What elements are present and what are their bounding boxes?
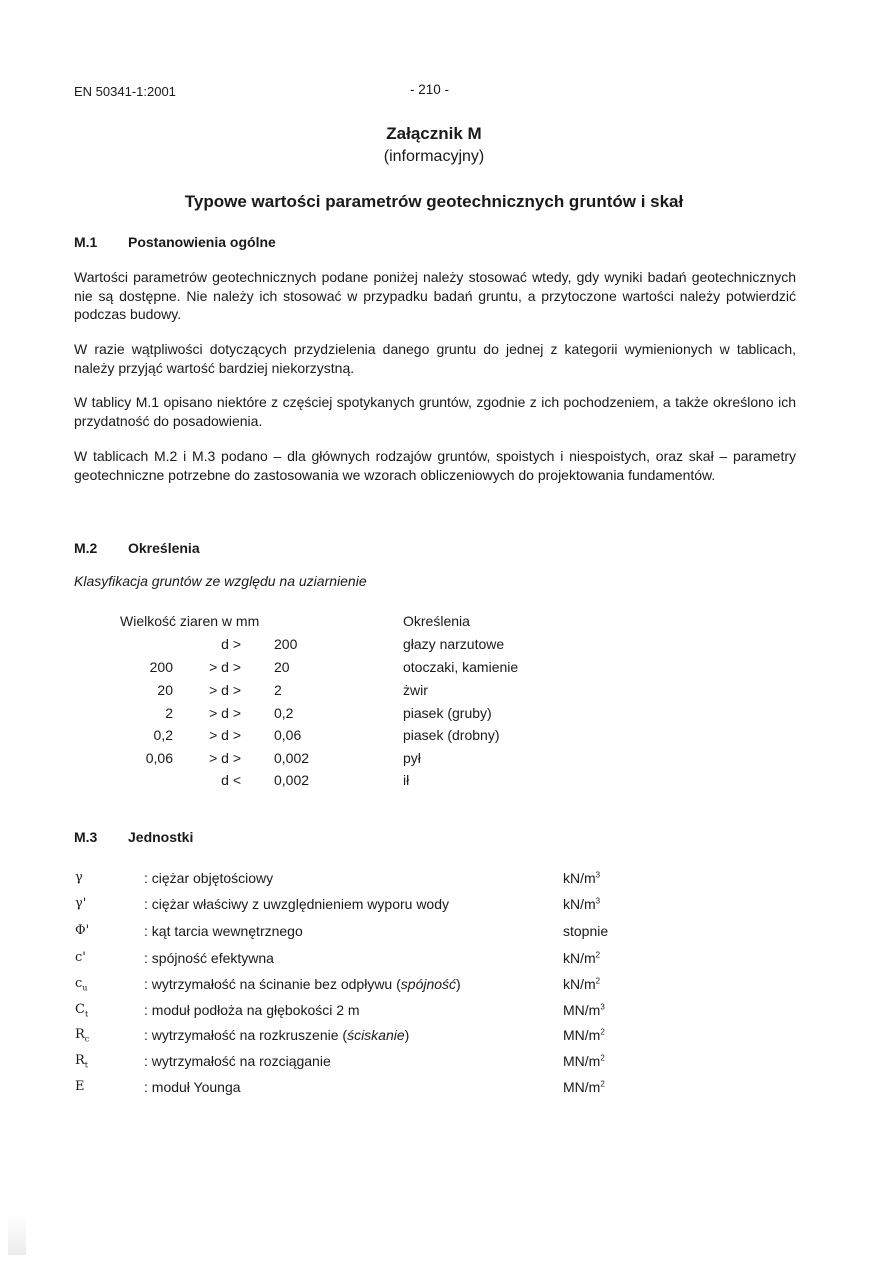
standard-reference: EN 50341-1:2001 — [74, 84, 176, 99]
parameter-description: : ciężar właściwy z uwzględnieniem wyporu wody — [144, 896, 450, 912]
grain-from: 20 — [157, 682, 173, 698]
grain-operator: > d > — [209, 682, 241, 698]
parameter-description: : wytrzymałość na rozciąganie — [144, 1053, 331, 1069]
grain-to: 2 — [274, 682, 282, 698]
page-number: - 210 - — [410, 82, 450, 97]
grain-operator: > d > — [209, 750, 241, 766]
parameter-description: : ciężar objętościowy — [144, 870, 274, 886]
table-row — [0, 750, 893, 772]
parameter-description: : moduł podłoża na głębokości 2 m — [144, 1002, 360, 1018]
paragraph: Wartości parametrów geotechnicznych podane poniżej należy stosować wtedy, gdy wyniki badań geotechnicznych nie są dostępne. Nie należy ich stosować w przypadku badań gruntu, a przytoczone wartości należy potwierdzić podczas budowy. — [74, 269, 796, 322]
paragraph: W razie wątpliwości dotyczących przydzielenia danego gruntu do jednej z kategorii wymienionych w tablicach, należy przyjąć wartość bardziej niekorzystną. — [74, 341, 796, 376]
table-row — [0, 636, 893, 658]
unit-row — [0, 1053, 893, 1077]
grain-to: 0,002 — [274, 750, 310, 766]
grain-operator: d < — [221, 772, 241, 788]
soil-term: otoczaki, kamienie — [403, 659, 519, 675]
table-row — [0, 727, 893, 749]
unit-row — [0, 896, 893, 920]
classification-title: Klasyfikacja gruntów ze względu na uziarnienie — [74, 573, 367, 589]
table-row — [0, 659, 893, 681]
soil-term: piasek (gruby) — [403, 705, 492, 721]
parameter-unit: $MN/m^2$ — [563, 1027, 605, 1043]
paragraph: W tablicach M.2 i M.3 podano – dla głównych rodzajów gruntów, spoistych i niespoistych, oraz skał – parametry geotechniczne potrzebne do zastosowania we wzorach obliczeniowych do projektowania fundamentów. — [74, 448, 796, 483]
unit-row — [0, 1027, 893, 1051]
parameter-unit: $kN/m^2$ — [563, 950, 601, 966]
parameter-symbol: γ — [75, 870, 83, 885]
grain-from: 0,2 — [153, 727, 173, 743]
grain-to: 0,2 — [274, 705, 294, 721]
table-row — [0, 772, 893, 794]
parameter-unit: $MN/m^3$ — [563, 1002, 605, 1018]
grain-operator: > d > — [209, 727, 241, 743]
soil-term: ił — [403, 772, 410, 788]
paragraph: W tablicy M.1 opisano niektóre z częściej spotykanych gruntów, zgodnie z ich pochodzeniem, a także określono ich przydatność do posadowienia. — [74, 394, 796, 429]
grain-from: 0,06 — [145, 750, 173, 766]
parameter-symbol: γ' — [75, 896, 87, 911]
unit-row — [0, 1002, 893, 1026]
unit-row — [0, 976, 893, 1000]
unit-row — [0, 1079, 893, 1103]
section-m3-heading — [74, 829, 193, 845]
main-title: Typowe wartości parametrów geotechnicznych gruntów i skał — [184, 192, 684, 211]
parameter-unit: $kN/m^2$ — [563, 976, 601, 992]
parameter-unit: stopnie — [563, 923, 609, 939]
annex-title: Załącznik M — [386, 124, 482, 143]
grain-operator: > d > — [209, 659, 241, 675]
parameter-symbol: $R_c$ — [75, 1027, 90, 1044]
parameter-symbol: E — [75, 1079, 85, 1094]
section-m2-heading — [74, 540, 200, 556]
parameter-description: : moduł Younga — [144, 1079, 241, 1095]
grain-from: 2 — [165, 705, 173, 721]
section-m1-heading — [74, 234, 276, 250]
table-row — [0, 682, 893, 704]
annex-subtitle: (informacyjny) — [383, 148, 485, 165]
parameter-symbol: $R_t$ — [75, 1053, 89, 1070]
parameter-unit: $kN/m^3$ — [563, 870, 601, 886]
grain-operator: d > — [221, 636, 241, 652]
section-number: M.3 — [74, 829, 98, 845]
unit-row — [0, 950, 893, 974]
section-title: Postanowienia ogólne — [128, 234, 276, 250]
parameter-symbol: $C_t$ — [75, 1002, 89, 1019]
term-column-header: Określenia — [403, 613, 470, 629]
parameter-symbol: $c_u$ — [75, 976, 88, 993]
unit-row — [0, 923, 893, 947]
soil-term: żwir — [403, 682, 428, 698]
scan-artifact — [8, 1215, 26, 1255]
parameter-description: : wytrzymałość na ścinanie bez odpływu (spójność) — [144, 976, 461, 992]
parameter-description: : kąt tarcia wewnętrznego — [144, 923, 303, 939]
grain-from: 200 — [149, 659, 173, 675]
parameter-unit: $kN/m^3$ — [563, 896, 601, 912]
section-number: M.1 — [74, 234, 98, 250]
unit-row — [0, 870, 893, 894]
grain-to: 20 — [274, 659, 290, 675]
parameter-symbol: Φ' — [75, 923, 90, 938]
parameter-symbol: c' — [75, 950, 86, 965]
section-title: Określenia — [128, 540, 200, 556]
grain-size-column-header: Wielkość ziaren w mm — [120, 613, 260, 629]
parameter-description: : spójność efektywna — [144, 950, 274, 966]
parameter-description: : wytrzymałość na rozkruszenie (ściskanie) — [144, 1027, 410, 1043]
table-row — [0, 705, 893, 727]
parameter-unit: $MN/m^2$ — [563, 1079, 605, 1095]
grain-to: 0,002 — [274, 772, 310, 788]
section-title: Jednostki — [128, 829, 194, 845]
soil-term: piasek (drobny) — [403, 727, 500, 743]
grain-operator: > d > — [209, 705, 241, 721]
soil-term: głazy narzutowe — [403, 636, 505, 652]
grain-to: 0,06 — [274, 727, 302, 743]
grain-to: 200 — [274, 636, 298, 652]
parameter-unit: $MN/m^2$ — [563, 1053, 605, 1069]
section-number: M.2 — [74, 540, 98, 556]
soil-term: pył — [403, 750, 421, 766]
